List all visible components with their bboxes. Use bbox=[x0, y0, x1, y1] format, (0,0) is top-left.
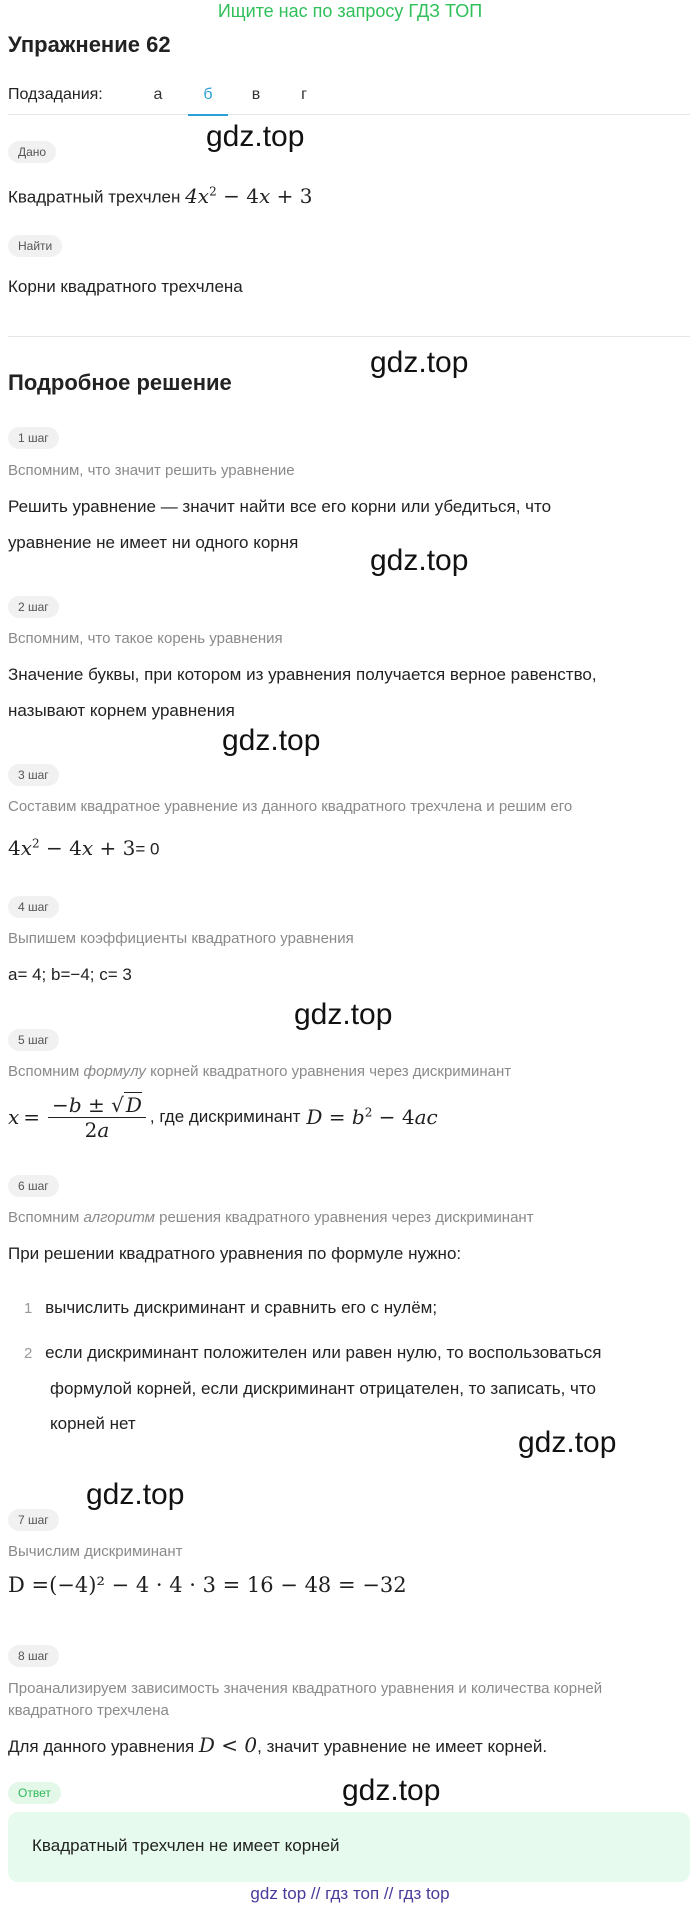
step-chip: 1 шаг bbox=[8, 427, 59, 449]
step-chip: 2 шаг bbox=[8, 596, 59, 618]
step-hint: Вспомним, что такое корень уравнения bbox=[8, 630, 283, 647]
step-hint bbox=[8, 1061, 511, 1083]
list-text: формулой корней, если дискриминант отрицателен, то записать, что bbox=[50, 1379, 596, 1398]
conclusion-text: Для данного уравнения bbox=[8, 1737, 195, 1756]
step-text: Решить уравнение — значит найти все его корни или убедиться, что bbox=[8, 497, 552, 516]
answer-text: Квадратный трехчлен не имеет корней bbox=[32, 1836, 340, 1855]
step-chip: 4 шаг bbox=[8, 896, 59, 918]
watermark: gdz.top bbox=[222, 724, 321, 757]
watermark: gdz.top bbox=[206, 120, 305, 153]
conclusion-condition: D < 0 bbox=[198, 1733, 258, 1757]
exercise-title: Упражнение 62 bbox=[8, 32, 171, 57]
hint-part: Вспомним bbox=[8, 1063, 80, 1080]
subtasks-row bbox=[8, 80, 690, 115]
given-chip: Дано bbox=[8, 141, 56, 163]
hint-part: корней квадратного уравнения через дискриминант bbox=[150, 1063, 512, 1080]
step-text: уравнение не имеет ни одного корня bbox=[8, 533, 299, 552]
step-hint: квадратного трехчлена bbox=[8, 1702, 169, 1719]
coef-a: a= 4; bbox=[8, 965, 47, 984]
answer-chip: Ответ bbox=[8, 1782, 61, 1804]
watermark: gdz.top bbox=[294, 998, 393, 1031]
step-text: При решении квадратного уравнения по формуле нужно: bbox=[8, 1244, 462, 1263]
watermark: gdz.top bbox=[86, 1478, 185, 1511]
discriminant-calc: D =(−4)² − 4 · 4 · 3 = 16 − 48 = −32 bbox=[8, 1573, 407, 1597]
list-item bbox=[24, 1290, 437, 1327]
step-chip: 7 шаг bbox=[8, 1509, 59, 1531]
discriminant-formula: $D = b^2 - 4ac$ bbox=[306, 1105, 438, 1129]
list-text: корней нет bbox=[50, 1414, 136, 1433]
coefficients bbox=[8, 957, 132, 993]
footer-links[interactable]: gdz top // гдз топ // гдз top bbox=[250, 1884, 450, 1903]
quadratic-formula: x = $\frac{-b \pm √ D}{2a}$ , где дискриминант $D = b^2 - 4ac$ bbox=[8, 1092, 438, 1142]
given-text: Квадратный трехчлен bbox=[8, 187, 181, 207]
step-hint bbox=[8, 1207, 534, 1229]
coef-b: b=−4; bbox=[51, 965, 95, 984]
list-text: если дискриминант положителен или равен нулю, то воспользоваться bbox=[45, 1343, 602, 1362]
coef-c: c= 3 bbox=[99, 965, 132, 984]
list-number: 1 bbox=[24, 1300, 33, 1317]
conclusion bbox=[8, 1727, 547, 1765]
divider bbox=[8, 336, 690, 337]
watermark: gdz.top bbox=[342, 1774, 441, 1807]
step-hint: Составим квадратное уравнение из данного квадратного трехчлена и решим его bbox=[8, 798, 573, 815]
formula-where: , где дискриминант bbox=[149, 1107, 301, 1126]
step-text: Значение буквы, при котором из уравнения получается верное равенство, bbox=[8, 665, 597, 684]
subtask-tab-g[interactable]: г bbox=[301, 86, 307, 103]
list-text: вычислить дискриминант и сравнить его с нулём; bbox=[45, 1298, 438, 1317]
step-hint: Вычислим дискриминант bbox=[8, 1543, 183, 1560]
find-text: Корни квадратного трехчлена bbox=[8, 277, 243, 296]
find-chip: Найти bbox=[8, 235, 62, 257]
list-item bbox=[24, 1335, 601, 1372]
search-banner[interactable]: Ищите нас по запросу ГДЗ ТОП bbox=[217, 1, 483, 21]
step-text: называют корнем уравнения bbox=[8, 701, 235, 720]
equation-lhs: $4x^2 - 4x + 3$ bbox=[8, 835, 136, 860]
step-chip: 8 шаг bbox=[8, 1645, 59, 1667]
hint-emphasis: формулу bbox=[83, 1063, 146, 1080]
watermark: gdz.top bbox=[370, 544, 469, 577]
subtasks-label: Подзадания: bbox=[8, 86, 103, 103]
equation-rhs: = 0 bbox=[135, 839, 160, 859]
step-chip: 6 шаг bbox=[8, 1175, 59, 1197]
step-hint: Выпишем коэффициенты квадратного уравнения bbox=[8, 930, 354, 947]
formula-fraction: $\frac{-b \pm √ D}{2a}$ bbox=[48, 1093, 146, 1142]
hint-emphasis: алгоритм bbox=[83, 1209, 155, 1226]
step-chip: 3 шаг bbox=[8, 764, 59, 786]
subtask-tab-b[interactable]: б bbox=[188, 86, 228, 116]
watermark: gdz.top bbox=[370, 346, 469, 379]
step-hint: Проанализируем зависимость значения квадратного уравнения и количества корней bbox=[8, 1680, 603, 1697]
step-hint: Вспомним, что значит решить уравнение bbox=[8, 462, 295, 479]
solution-title: Подробное решение bbox=[8, 370, 232, 395]
subtask-tab-v[interactable]: в bbox=[251, 86, 261, 103]
step-equation bbox=[8, 825, 159, 868]
conclusion-text: , значит уравнение не имеет корней. bbox=[257, 1737, 548, 1756]
given-statement bbox=[8, 173, 312, 216]
step-chip: 5 шаг bbox=[8, 1029, 59, 1051]
given-expr: $4x^2 - 4x + 3$ bbox=[185, 183, 313, 208]
hint-part: Вспомним bbox=[8, 1209, 80, 1226]
watermark: gdz.top bbox=[518, 1426, 617, 1459]
subtask-tab-a[interactable]: а bbox=[153, 86, 163, 103]
list-number: 2 bbox=[24, 1345, 33, 1362]
answer-box bbox=[8, 1812, 690, 1882]
hint-part: решения квадратного уравнения через дискриминант bbox=[159, 1209, 534, 1226]
